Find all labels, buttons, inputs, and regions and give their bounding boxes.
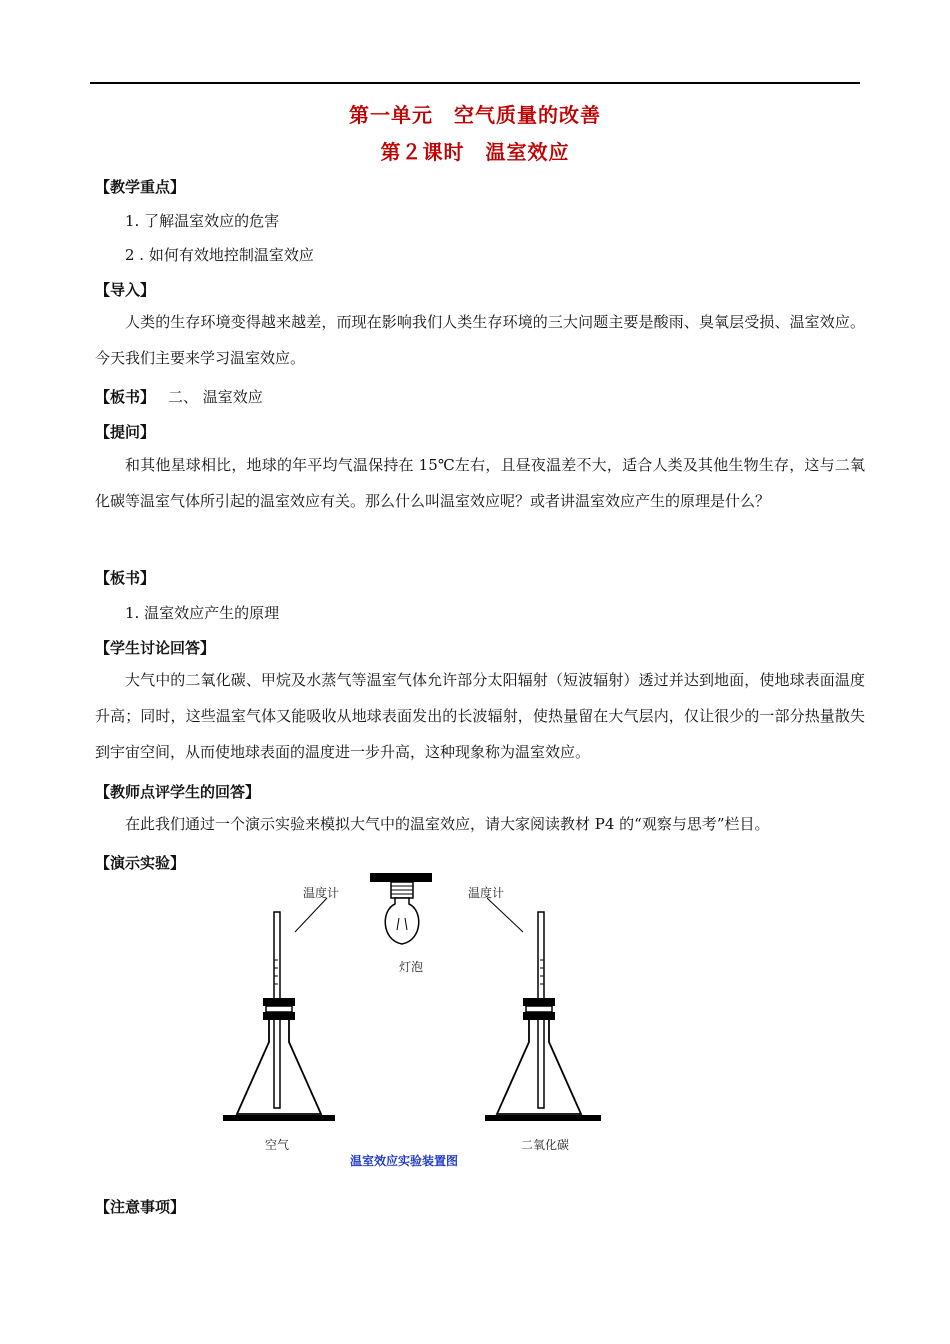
right-stopper-top	[523, 998, 555, 1006]
question-heading: 【提问】	[95, 423, 156, 441]
experiment-drawing	[215, 870, 615, 1150]
focus-item-1: 1. 了解温室效应的危害	[125, 212, 280, 230]
comment-heading: 【教师点评学生的回答】	[95, 783, 261, 801]
right-stopper-mid	[526, 1006, 552, 1012]
label-thermometer-left: 温度计	[303, 886, 340, 900]
label-bulb: 灯泡	[399, 960, 424, 974]
discussion-heading: 【学生讨论回答】	[95, 639, 216, 657]
left-stopper-top	[263, 998, 295, 1006]
right-base	[485, 1115, 601, 1121]
lamp-socket	[391, 882, 413, 898]
label-thermometer-right: 温度计	[468, 886, 505, 900]
left-base	[223, 1115, 335, 1121]
left-thermometer-pointer	[295, 898, 327, 932]
top-rule	[90, 82, 860, 84]
board1-heading: 【板书】	[95, 388, 156, 406]
discussion-text: 大气中的二氧化碳、甲烷及水蒸气等温室气体允许部分太阳辐射（短波辐射）透过并达到地面，使地球表面温度升高；同时，这些温室气体又能吸收从地球表面发出的长波辐射，使热量留在大气层内，仅让很少的一部分热量散失到宇宙空间，从而使地球表面的温度进一步升高，这种现象称为温室效应。	[95, 671, 865, 761]
question-text: 和其他星球相比，地球的年平均气温保持在 15℃左右，且昼夜温差不大，适合人类及其他生物生存，这与二氧化碳等温室气体所引起的温室效应有关。那么什么叫温室效应呢？或者讲温室效应产生的原理是什么？	[95, 456, 865, 510]
right-stopper-bottom	[523, 1012, 555, 1020]
lesson-title: 第２课时 温室效应	[380, 140, 570, 164]
board2-heading: 【板书】	[95, 569, 156, 587]
label-air: 空气	[265, 1138, 290, 1152]
board1-text: 二、 温室效应	[168, 388, 263, 406]
right-thermometer-pointer	[487, 898, 523, 932]
intro-heading: 【导入】	[95, 281, 156, 299]
focus-item-2: 2 . 如何有效地控制温室效应	[125, 246, 314, 264]
focus-heading: 【教学重点】	[95, 178, 186, 196]
label-co2: 二氧化碳	[521, 1138, 570, 1152]
demo-heading: 【演示实验】	[95, 854, 186, 872]
diagram-caption: 温室效应实验装置图	[350, 1154, 459, 1168]
lamp-holder	[370, 873, 432, 882]
board2-item: 1. 温室效应产生的原理	[125, 604, 280, 622]
intro-text: 人类的生存环境变得越来越差，而现在影响我们人类生存环境的三大问题主要是酸雨、臭氧层受损、温室效应。今天我们主要来学习温室效应。	[95, 313, 865, 367]
unit-title: 第一单元 空气质量的改善	[349, 103, 601, 127]
comment-text: 在此我们通过一个演示实验来模拟大气中的温室效应，请大家阅读教材 P4 的“观察与思考”栏目。	[125, 815, 770, 833]
experiment-diagram	[215, 870, 615, 1180]
notes-heading: 【注意事项】	[95, 1198, 186, 1216]
left-stopper-mid	[266, 1006, 292, 1012]
light-bulb	[385, 898, 419, 944]
left-stopper-bottom	[263, 1012, 295, 1020]
